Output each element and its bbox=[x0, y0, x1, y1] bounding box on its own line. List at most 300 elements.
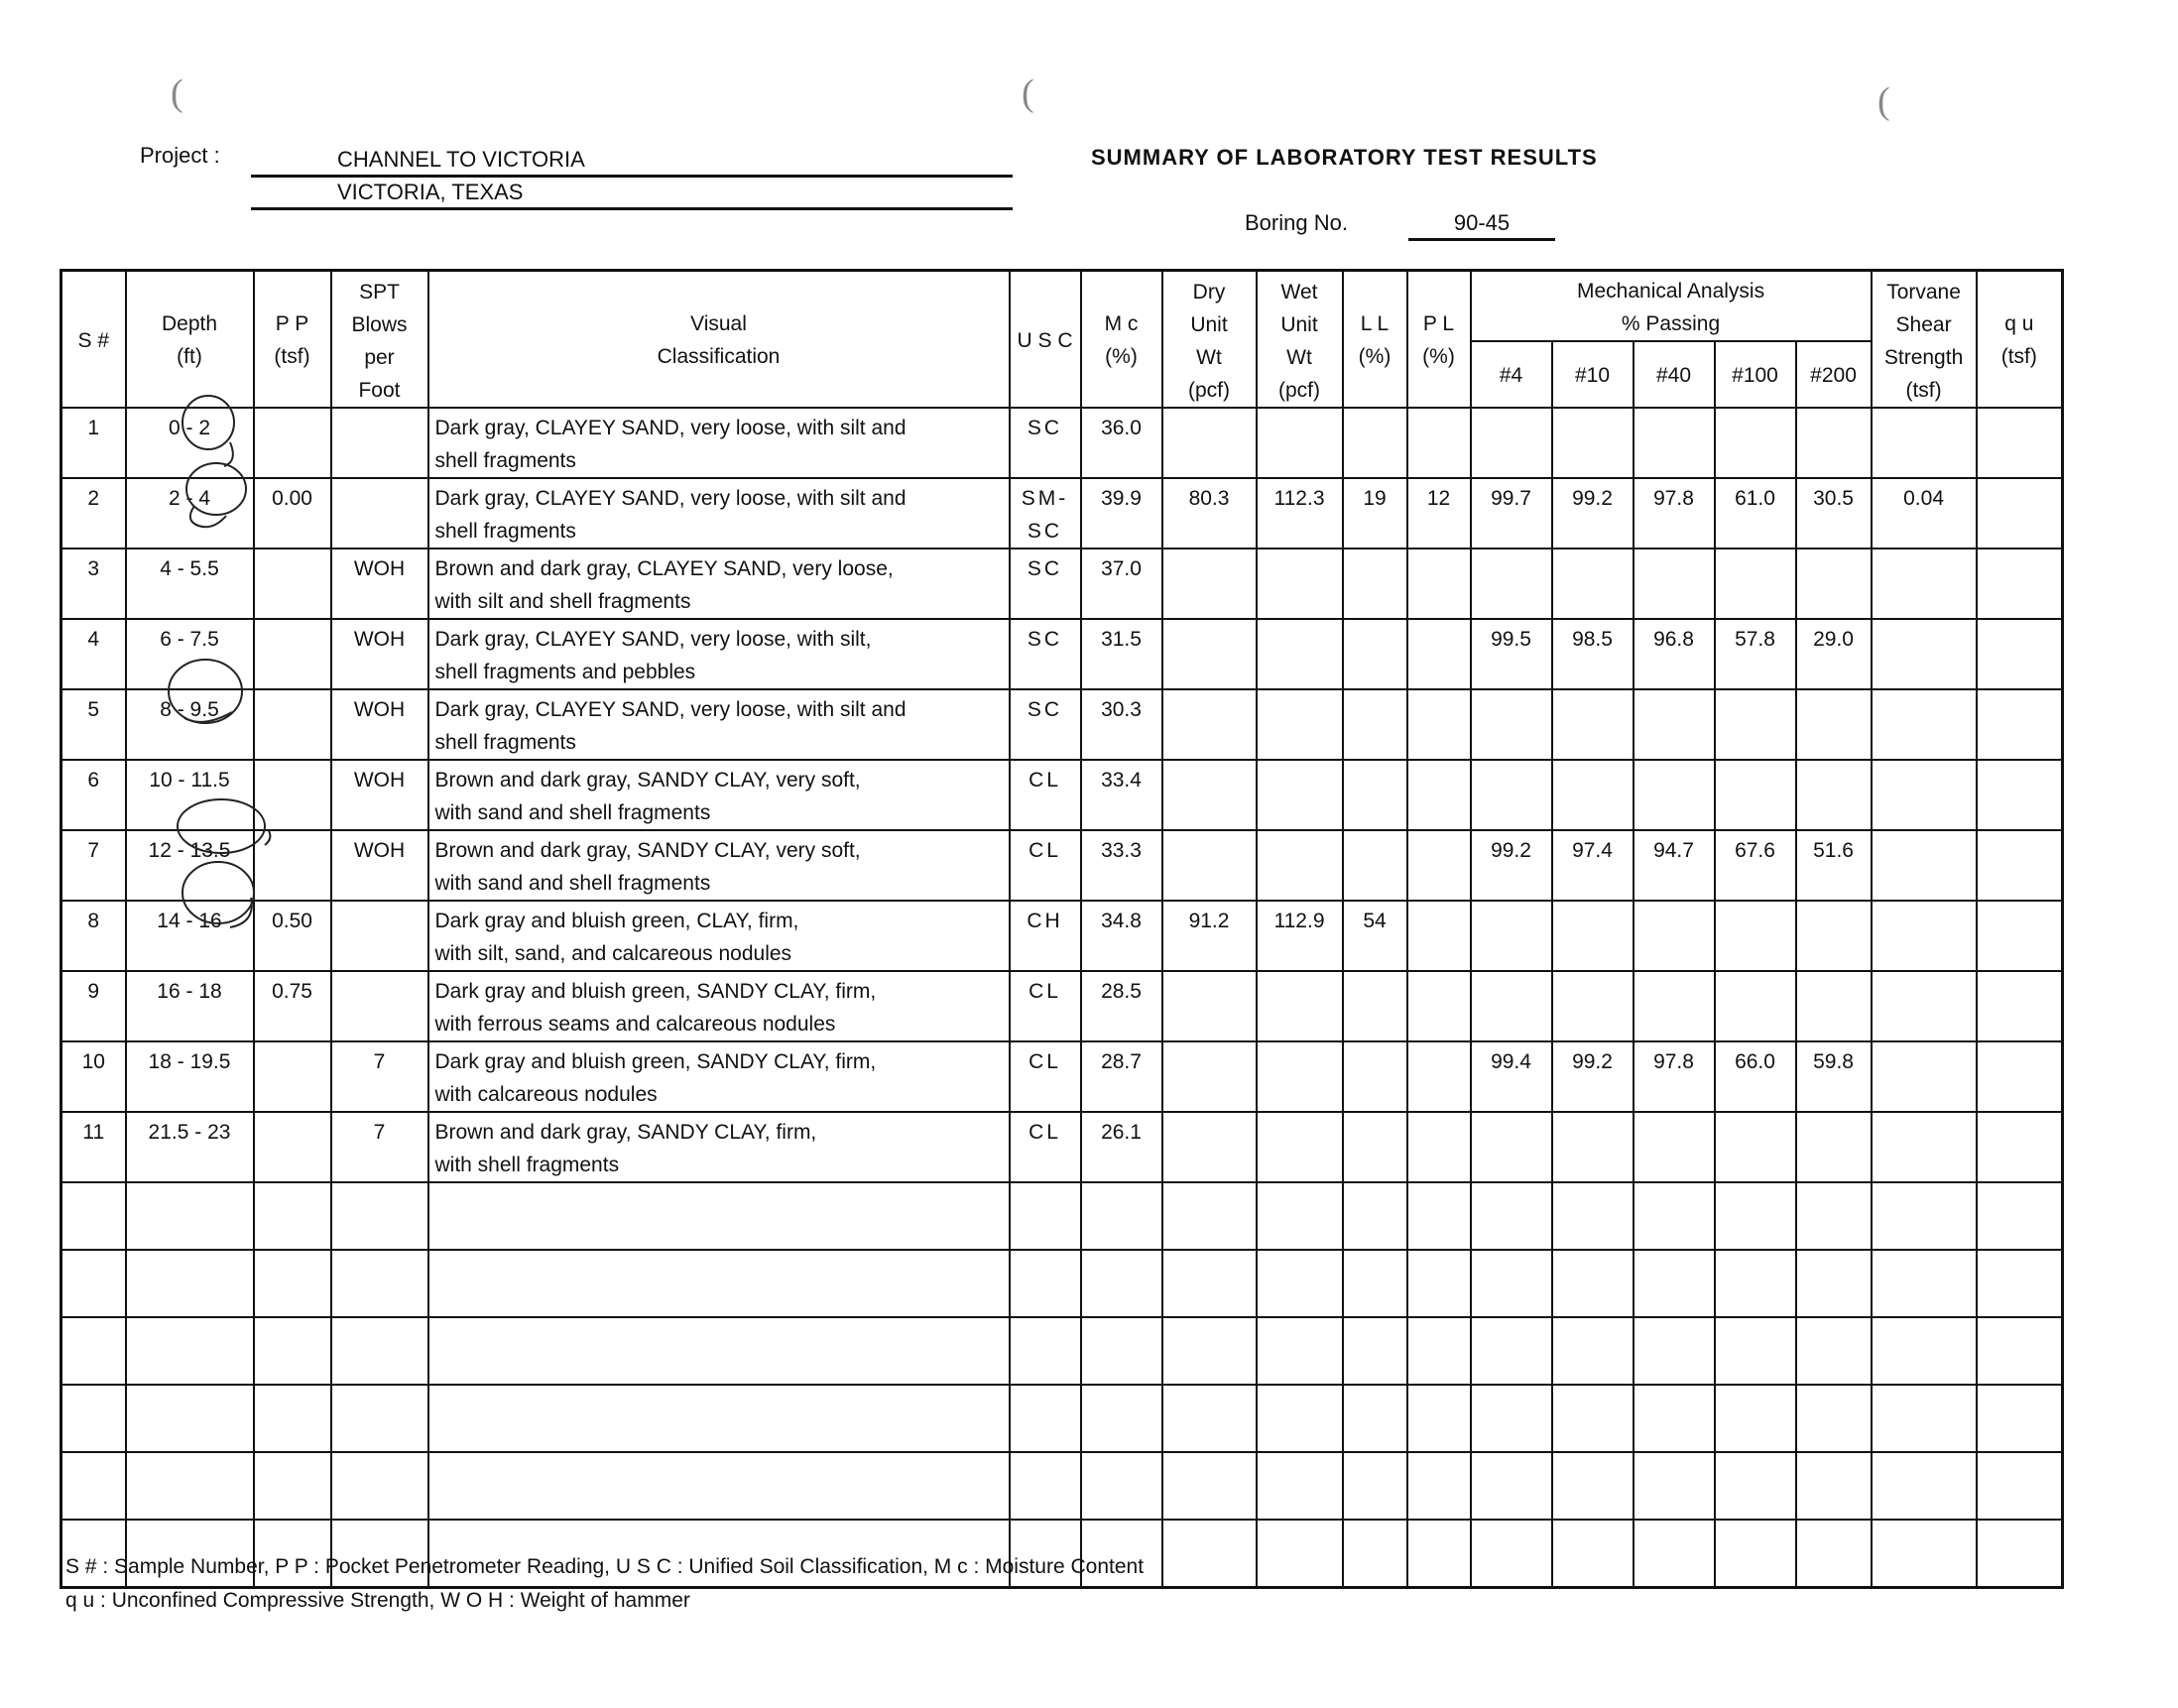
cell-pl bbox=[1407, 689, 1471, 760]
cell-depth: 2 - 4 bbox=[126, 478, 254, 549]
cell-spt bbox=[331, 408, 428, 478]
cell-dry-unit-wt bbox=[1162, 619, 1257, 689]
cell-ll bbox=[1343, 760, 1407, 830]
cell-sieve-200 bbox=[1796, 1520, 1872, 1587]
cell-sieve-100 bbox=[1715, 408, 1796, 478]
cell-sieve-10 bbox=[1552, 1112, 1634, 1182]
cell-pp bbox=[254, 1452, 331, 1520]
col-header-sieve-200: #200 bbox=[1796, 341, 1872, 408]
cell-torvane bbox=[1872, 1250, 1977, 1317]
cell-mc: 37.0 bbox=[1081, 549, 1162, 619]
cell-sieve-4 bbox=[1471, 971, 1552, 1041]
cell-torvane bbox=[1872, 971, 1977, 1041]
cell-usc: SC bbox=[1010, 549, 1081, 619]
cell-usc: CH bbox=[1010, 901, 1081, 971]
cell-qu bbox=[1977, 1317, 2063, 1385]
cell-pp: 0.75 bbox=[254, 971, 331, 1041]
cell-sieve-4 bbox=[1471, 408, 1552, 478]
cell-sieve-4: 99.5 bbox=[1471, 619, 1552, 689]
scan-mark: ( bbox=[1022, 72, 1034, 114]
cell-spt bbox=[331, 1250, 428, 1317]
cell-dry-unit-wt bbox=[1162, 1041, 1257, 1112]
cell-spt bbox=[331, 901, 428, 971]
col-header-visual: Visual Classification bbox=[428, 271, 1010, 409]
cell-sieve-200: 51.6 bbox=[1796, 830, 1872, 901]
cell-spt: WOH bbox=[331, 760, 428, 830]
cell-sample: 2 bbox=[61, 478, 126, 549]
cell-sieve-40 bbox=[1634, 1385, 1715, 1452]
table-row bbox=[61, 619, 2063, 689]
col-header-sample: S # bbox=[61, 271, 126, 409]
cell-pl bbox=[1407, 1250, 1471, 1317]
cell-ll bbox=[1343, 549, 1407, 619]
cell-pp bbox=[254, 1385, 331, 1452]
cell-sieve-40 bbox=[1634, 1250, 1715, 1317]
cell-dry-unit-wt bbox=[1162, 830, 1257, 901]
scan-mark: ( bbox=[1877, 80, 1890, 122]
footnote-2: q u : Unconfined Compressive Strength, W O H : Weight of hammer bbox=[65, 1589, 690, 1612]
scan-mark: ( bbox=[171, 72, 183, 114]
cell-usc bbox=[1010, 1317, 1081, 1385]
cell-pl bbox=[1407, 1112, 1471, 1182]
cell-wet-unit-wt bbox=[1257, 830, 1343, 901]
cell-torvane bbox=[1872, 408, 1977, 478]
cell-torvane bbox=[1872, 689, 1977, 760]
cell-wet-unit-wt bbox=[1257, 1182, 1343, 1250]
cell-dry-unit-wt bbox=[1162, 1112, 1257, 1182]
table-row bbox=[61, 689, 2063, 760]
cell-sieve-40: 97.8 bbox=[1634, 1041, 1715, 1112]
cell-sieve-100 bbox=[1715, 689, 1796, 760]
cell-depth: 12 - 13.5 bbox=[126, 830, 254, 901]
cell-ll bbox=[1343, 1041, 1407, 1112]
cell-sieve-10: 99.2 bbox=[1552, 478, 1634, 549]
cell-usc: CL bbox=[1010, 971, 1081, 1041]
cell-sieve-100 bbox=[1715, 1385, 1796, 1452]
cell-spt bbox=[331, 478, 428, 549]
blank-table-row bbox=[61, 1385, 2063, 1452]
cell-mc bbox=[1081, 1317, 1162, 1385]
cell-visual-classification: Brown and dark gray, SANDY CLAY, very soft, with sand and shell fragments bbox=[428, 830, 1010, 901]
cell-mc: 33.3 bbox=[1081, 830, 1162, 901]
cell-pl bbox=[1407, 549, 1471, 619]
col-header-spt: SPT Blows per Foot bbox=[331, 271, 428, 409]
table-row bbox=[61, 408, 2063, 478]
cell-sieve-4 bbox=[1471, 1385, 1552, 1452]
cell-spt bbox=[331, 1317, 428, 1385]
cell-spt: 7 bbox=[331, 1041, 428, 1112]
cell-qu bbox=[1977, 619, 2063, 689]
cell-mc bbox=[1081, 1182, 1162, 1250]
cell-wet-unit-wt bbox=[1257, 1041, 1343, 1112]
cell-usc: SM- SC bbox=[1010, 478, 1081, 549]
cell-spt bbox=[331, 1452, 428, 1520]
cell-depth: 10 - 11.5 bbox=[126, 760, 254, 830]
cell-dry-unit-wt bbox=[1162, 760, 1257, 830]
cell-sieve-4: 99.2 bbox=[1471, 830, 1552, 901]
cell-sieve-40: 94.7 bbox=[1634, 830, 1715, 901]
cell-sieve-200 bbox=[1796, 971, 1872, 1041]
table-header bbox=[61, 271, 2063, 409]
project-location: VICTORIA, TEXAS bbox=[337, 180, 524, 204]
cell-dry-unit-wt bbox=[1162, 408, 1257, 478]
cell-sieve-40 bbox=[1634, 1112, 1715, 1182]
cell-usc: SC bbox=[1010, 408, 1081, 478]
cell-torvane bbox=[1872, 619, 1977, 689]
cell-mc: 39.9 bbox=[1081, 478, 1162, 549]
cell-sample: 11 bbox=[61, 1112, 126, 1182]
project-name: CHANNEL TO VICTORIA bbox=[337, 147, 585, 172]
blank-table-row bbox=[61, 1452, 2063, 1520]
cell-sieve-4 bbox=[1471, 1112, 1552, 1182]
cell-dry-unit-wt bbox=[1162, 1520, 1257, 1587]
cell-sieve-10 bbox=[1552, 1452, 1634, 1520]
cell-mc: 28.5 bbox=[1081, 971, 1162, 1041]
cell-sieve-40 bbox=[1634, 901, 1715, 971]
cell-qu bbox=[1977, 760, 2063, 830]
cell-ll bbox=[1343, 1317, 1407, 1385]
cell-sieve-10: 97.4 bbox=[1552, 830, 1634, 901]
cell-sieve-40: 97.8 bbox=[1634, 478, 1715, 549]
cell-dry-unit-wt bbox=[1162, 1452, 1257, 1520]
cell-sieve-100 bbox=[1715, 549, 1796, 619]
cell-sieve-10 bbox=[1552, 971, 1634, 1041]
cell-visual-classification bbox=[428, 1385, 1010, 1452]
cell-usc: SC bbox=[1010, 619, 1081, 689]
cell-sieve-200 bbox=[1796, 1317, 1872, 1385]
cell-sieve-200: 59.8 bbox=[1796, 1041, 1872, 1112]
cell-sample: 6 bbox=[61, 760, 126, 830]
cell-usc bbox=[1010, 1182, 1081, 1250]
cell-torvane bbox=[1872, 1452, 1977, 1520]
col-header-ll: L L (%) bbox=[1343, 271, 1407, 409]
cell-mc: 33.4 bbox=[1081, 760, 1162, 830]
cell-sieve-10 bbox=[1552, 1250, 1634, 1317]
cell-sieve-100 bbox=[1715, 1250, 1796, 1317]
cell-sample: 7 bbox=[61, 830, 126, 901]
cell-wet-unit-wt bbox=[1257, 408, 1343, 478]
cell-spt: WOH bbox=[331, 830, 428, 901]
cell-depth: 16 - 18 bbox=[126, 971, 254, 1041]
cell-depth bbox=[126, 1317, 254, 1385]
cell-wet-unit-wt bbox=[1257, 689, 1343, 760]
cell-sample: 5 bbox=[61, 689, 126, 760]
cell-sieve-100 bbox=[1715, 1452, 1796, 1520]
cell-wet-unit-wt bbox=[1257, 549, 1343, 619]
col-header-usc: U S C bbox=[1010, 271, 1081, 409]
cell-sample: 3 bbox=[61, 549, 126, 619]
cell-sieve-4 bbox=[1471, 1182, 1552, 1250]
cell-pp bbox=[254, 689, 331, 760]
table-row bbox=[61, 830, 2063, 901]
cell-dry-unit-wt: 91.2 bbox=[1162, 901, 1257, 971]
col-header-mechanical-analysis: Mechanical Analysis % Passing bbox=[1471, 271, 1872, 342]
cell-sieve-100 bbox=[1715, 1520, 1796, 1587]
cell-sieve-200 bbox=[1796, 1250, 1872, 1317]
cell-sieve-4: 99.7 bbox=[1471, 478, 1552, 549]
cell-ll bbox=[1343, 1385, 1407, 1452]
cell-sieve-40 bbox=[1634, 1520, 1715, 1587]
col-header-depth: Depth (ft) bbox=[126, 271, 254, 409]
cell-wet-unit-wt bbox=[1257, 1112, 1343, 1182]
cell-sieve-200 bbox=[1796, 1112, 1872, 1182]
col-header-sieve-100: #100 bbox=[1715, 341, 1796, 408]
cell-sieve-200 bbox=[1796, 549, 1872, 619]
cell-dry-unit-wt bbox=[1162, 549, 1257, 619]
cell-spt: WOH bbox=[331, 619, 428, 689]
cell-dry-unit-wt bbox=[1162, 1385, 1257, 1452]
col-header-sieve-10: #10 bbox=[1552, 341, 1634, 408]
cell-depth bbox=[126, 1182, 254, 1250]
cell-sieve-200 bbox=[1796, 760, 1872, 830]
cell-pl bbox=[1407, 1452, 1471, 1520]
cell-sieve-10 bbox=[1552, 901, 1634, 971]
cell-sieve-10: 98.5 bbox=[1552, 619, 1634, 689]
cell-qu bbox=[1977, 1520, 2063, 1587]
cell-visual-classification bbox=[428, 1182, 1010, 1250]
cell-depth: 21.5 - 23 bbox=[126, 1112, 254, 1182]
cell-torvane bbox=[1872, 1317, 1977, 1385]
cell-sieve-4 bbox=[1471, 901, 1552, 971]
cell-qu bbox=[1977, 1452, 2063, 1520]
cell-mc: 31.5 bbox=[1081, 619, 1162, 689]
cell-torvane: 0.04 bbox=[1872, 478, 1977, 549]
cell-sieve-10 bbox=[1552, 549, 1634, 619]
cell-sieve-100 bbox=[1715, 1317, 1796, 1385]
col-header-sieve-40: #40 bbox=[1634, 341, 1715, 408]
cell-pp bbox=[254, 1041, 331, 1112]
cell-sieve-200 bbox=[1796, 901, 1872, 971]
results-table bbox=[60, 269, 2064, 1589]
cell-ll bbox=[1343, 689, 1407, 760]
cell-ll bbox=[1343, 1182, 1407, 1250]
cell-qu bbox=[1977, 408, 2063, 478]
cell-sample bbox=[61, 1452, 126, 1520]
cell-usc bbox=[1010, 1452, 1081, 1520]
cell-usc: CL bbox=[1010, 760, 1081, 830]
cell-wet-unit-wt: 112.3 bbox=[1257, 478, 1343, 549]
cell-pl: 12 bbox=[1407, 478, 1471, 549]
cell-sieve-4 bbox=[1471, 1250, 1552, 1317]
table-row bbox=[61, 971, 2063, 1041]
cell-qu bbox=[1977, 1250, 2063, 1317]
cell-pl bbox=[1407, 971, 1471, 1041]
cell-ll bbox=[1343, 971, 1407, 1041]
col-header-wet-unit-wt: Wet Unit Wt (pcf) bbox=[1257, 271, 1343, 409]
cell-dry-unit-wt bbox=[1162, 1317, 1257, 1385]
cell-pl bbox=[1407, 901, 1471, 971]
cell-torvane bbox=[1872, 1041, 1977, 1112]
project-line-1 bbox=[251, 145, 1013, 178]
cell-pl bbox=[1407, 1041, 1471, 1112]
boring-number: 90-45 bbox=[1408, 210, 1555, 241]
cell-qu bbox=[1977, 1385, 2063, 1452]
cell-wet-unit-wt: 112.9 bbox=[1257, 901, 1343, 971]
cell-usc: CL bbox=[1010, 1041, 1081, 1112]
cell-ll bbox=[1343, 1112, 1407, 1182]
cell-sieve-100 bbox=[1715, 1182, 1796, 1250]
cell-visual-classification: Brown and dark gray, CLAYEY SAND, very loose, with silt and shell fragments bbox=[428, 549, 1010, 619]
cell-pl bbox=[1407, 760, 1471, 830]
cell-sieve-4 bbox=[1471, 549, 1552, 619]
cell-ll: 54 bbox=[1343, 901, 1407, 971]
cell-pp bbox=[254, 1250, 331, 1317]
cell-mc: 34.8 bbox=[1081, 901, 1162, 971]
cell-wet-unit-wt bbox=[1257, 1452, 1343, 1520]
cell-pp: 0.00 bbox=[254, 478, 331, 549]
cell-depth bbox=[126, 1385, 254, 1452]
cell-dry-unit-wt bbox=[1162, 1250, 1257, 1317]
cell-depth: 14 - 16 bbox=[126, 901, 254, 971]
cell-pp bbox=[254, 549, 331, 619]
cell-sieve-40 bbox=[1634, 971, 1715, 1041]
cell-pp bbox=[254, 408, 331, 478]
col-header-torvane: Torvane Shear Strength (tsf) bbox=[1872, 271, 1977, 409]
cell-sample bbox=[61, 1317, 126, 1385]
cell-pl bbox=[1407, 1317, 1471, 1385]
cell-sieve-10 bbox=[1552, 1317, 1634, 1385]
cell-sieve-40 bbox=[1634, 760, 1715, 830]
cell-wet-unit-wt bbox=[1257, 1250, 1343, 1317]
cell-sieve-4 bbox=[1471, 1452, 1552, 1520]
cell-sample: 10 bbox=[61, 1041, 126, 1112]
cell-visual-classification: Dark gray, CLAYEY SAND, very loose, with silt and shell fragments bbox=[428, 408, 1010, 478]
cell-sieve-100 bbox=[1715, 901, 1796, 971]
cell-sieve-10 bbox=[1552, 408, 1634, 478]
cell-mc bbox=[1081, 1385, 1162, 1452]
cell-visual-classification: Dark gray, CLAYEY SAND, very loose, with silt and shell fragments bbox=[428, 478, 1010, 549]
cell-pl bbox=[1407, 1182, 1471, 1250]
cell-wet-unit-wt bbox=[1257, 1317, 1343, 1385]
cell-usc bbox=[1010, 1250, 1081, 1317]
cell-wet-unit-wt bbox=[1257, 971, 1343, 1041]
project-label: Project : bbox=[140, 143, 220, 168]
cell-torvane bbox=[1872, 1182, 1977, 1250]
cell-spt: 7 bbox=[331, 1112, 428, 1182]
cell-dry-unit-wt: 80.3 bbox=[1162, 478, 1257, 549]
cell-sieve-200 bbox=[1796, 408, 1872, 478]
cell-qu bbox=[1977, 689, 2063, 760]
table-row bbox=[61, 1112, 2063, 1182]
boring-label: Boring No. bbox=[1245, 210, 1348, 235]
cell-sample bbox=[61, 1182, 126, 1250]
cell-sieve-100 bbox=[1715, 760, 1796, 830]
cell-depth: 8 - 9.5 bbox=[126, 689, 254, 760]
cell-pp bbox=[254, 1317, 331, 1385]
cell-visual-classification bbox=[428, 1250, 1010, 1317]
cell-dry-unit-wt bbox=[1162, 689, 1257, 760]
col-header-pp: P P (tsf) bbox=[254, 271, 331, 409]
cell-visual-classification: Dark gray and bluish green, SANDY CLAY, firm, with ferrous seams and calcareous nodules bbox=[428, 971, 1010, 1041]
cell-qu bbox=[1977, 830, 2063, 901]
cell-pp bbox=[254, 1112, 331, 1182]
cell-pp bbox=[254, 760, 331, 830]
cell-ll bbox=[1343, 830, 1407, 901]
cell-torvane bbox=[1872, 1520, 1977, 1587]
cell-pl bbox=[1407, 1520, 1471, 1587]
cell-depth: 18 - 19.5 bbox=[126, 1041, 254, 1112]
cell-wet-unit-wt bbox=[1257, 1385, 1343, 1452]
cell-sieve-100: 66.0 bbox=[1715, 1041, 1796, 1112]
cell-qu bbox=[1977, 1112, 2063, 1182]
cell-visual-classification: Dark gray and bluish green, SANDY CLAY, firm, with calcareous nodules bbox=[428, 1041, 1010, 1112]
cell-sieve-4 bbox=[1471, 689, 1552, 760]
col-header-dry-unit-wt: Dry Unit Wt (pcf) bbox=[1162, 271, 1257, 409]
col-header-pl: P L (%) bbox=[1407, 271, 1471, 409]
cell-sieve-100: 61.0 bbox=[1715, 478, 1796, 549]
cell-torvane bbox=[1872, 760, 1977, 830]
cell-sieve-40 bbox=[1634, 1452, 1715, 1520]
col-header-qu: q u (tsf) bbox=[1977, 271, 2063, 409]
cell-sieve-100: 57.8 bbox=[1715, 619, 1796, 689]
cell-mc bbox=[1081, 1452, 1162, 1520]
cell-dry-unit-wt bbox=[1162, 1182, 1257, 1250]
cell-dry-unit-wt bbox=[1162, 971, 1257, 1041]
cell-sieve-100 bbox=[1715, 1112, 1796, 1182]
cell-sieve-200 bbox=[1796, 1182, 1872, 1250]
cell-sieve-10 bbox=[1552, 1182, 1634, 1250]
cell-usc: SC bbox=[1010, 689, 1081, 760]
cell-sieve-4: 99.4 bbox=[1471, 1041, 1552, 1112]
cell-sample: 1 bbox=[61, 408, 126, 478]
cell-spt: WOH bbox=[331, 689, 428, 760]
table-row bbox=[61, 478, 2063, 549]
cell-pl bbox=[1407, 619, 1471, 689]
cell-mc: 30.3 bbox=[1081, 689, 1162, 760]
cell-sieve-10 bbox=[1552, 760, 1634, 830]
cell-sample bbox=[61, 1250, 126, 1317]
cell-torvane bbox=[1872, 830, 1977, 901]
cell-spt bbox=[331, 1182, 428, 1250]
cell-mc: 36.0 bbox=[1081, 408, 1162, 478]
cell-qu bbox=[1977, 971, 2063, 1041]
col-header-sieve-4: #4 bbox=[1471, 341, 1552, 408]
cell-sieve-200: 30.5 bbox=[1796, 478, 1872, 549]
table-row bbox=[61, 760, 2063, 830]
cell-sieve-10 bbox=[1552, 1520, 1634, 1587]
cell-sieve-200 bbox=[1796, 689, 1872, 760]
table-row bbox=[61, 549, 2063, 619]
blank-table-row bbox=[61, 1182, 2063, 1250]
cell-usc: CL bbox=[1010, 830, 1081, 901]
cell-visual-classification bbox=[428, 1452, 1010, 1520]
cell-ll bbox=[1343, 1452, 1407, 1520]
cell-mc bbox=[1081, 1250, 1162, 1317]
cell-pp bbox=[254, 830, 331, 901]
blank-table-row bbox=[61, 1317, 2063, 1385]
cell-sieve-40 bbox=[1634, 689, 1715, 760]
cell-mc: 28.7 bbox=[1081, 1041, 1162, 1112]
cell-sieve-40 bbox=[1634, 408, 1715, 478]
cell-spt: WOH bbox=[331, 549, 428, 619]
cell-pl bbox=[1407, 830, 1471, 901]
cell-qu bbox=[1977, 1041, 2063, 1112]
cell-pp bbox=[254, 619, 331, 689]
cell-pp: 0.50 bbox=[254, 901, 331, 971]
table-row bbox=[61, 1041, 2063, 1112]
cell-sample bbox=[61, 1385, 126, 1452]
cell-depth: 4 - 5.5 bbox=[126, 549, 254, 619]
cell-torvane bbox=[1872, 1112, 1977, 1182]
cell-depth: 6 - 7.5 bbox=[126, 619, 254, 689]
cell-sieve-200: 29.0 bbox=[1796, 619, 1872, 689]
cell-torvane bbox=[1872, 549, 1977, 619]
cell-usc bbox=[1010, 1385, 1081, 1452]
cell-pp bbox=[254, 1182, 331, 1250]
table-body bbox=[61, 408, 2063, 1587]
cell-wet-unit-wt bbox=[1257, 1520, 1343, 1587]
cell-sieve-10 bbox=[1552, 1385, 1634, 1452]
